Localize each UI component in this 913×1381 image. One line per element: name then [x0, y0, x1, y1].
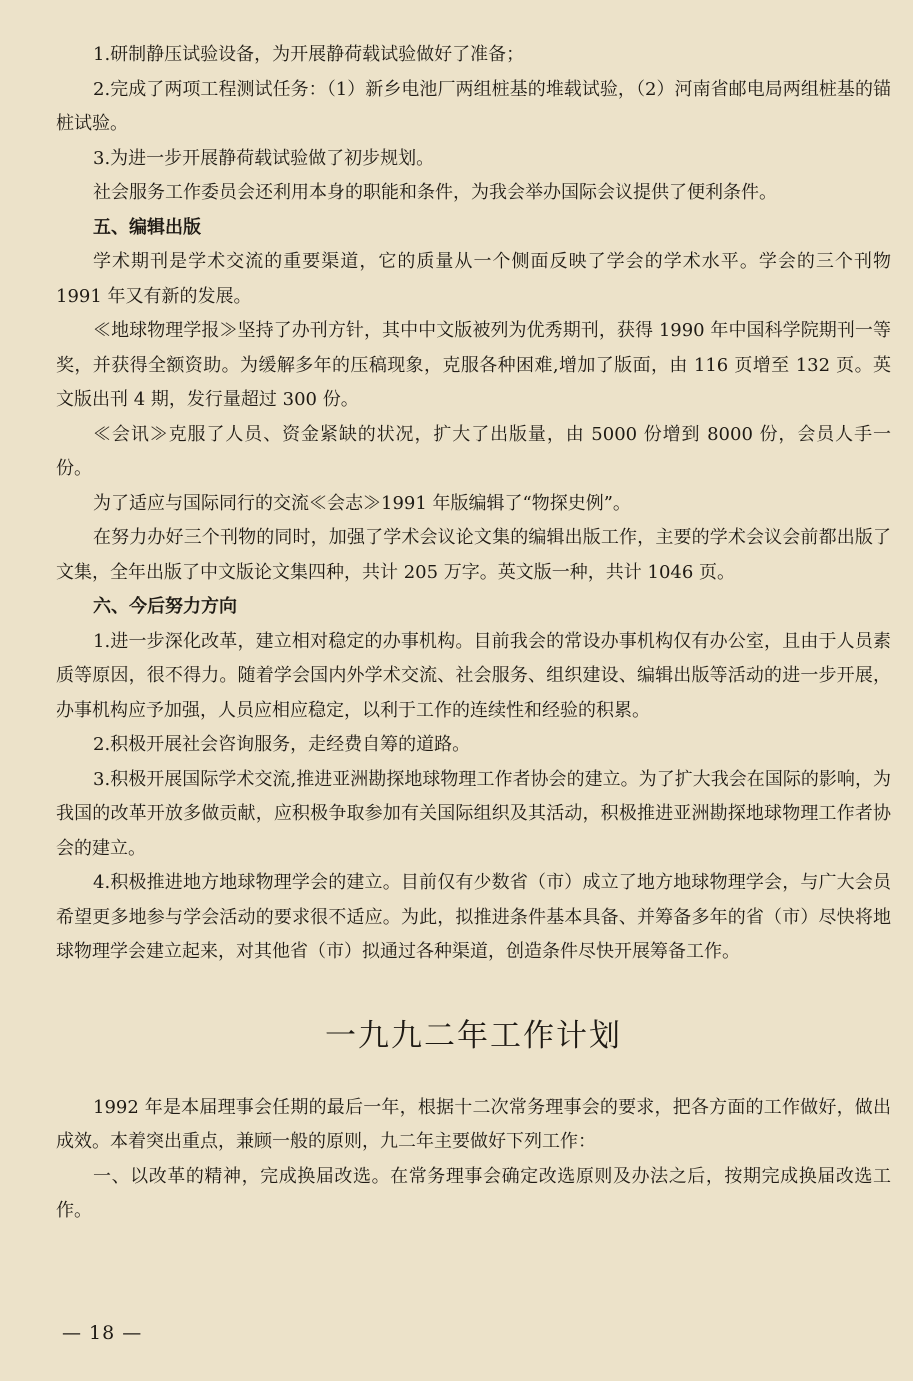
paragraph: ≪地球物理学报≫坚持了办刊方针，其中中文版被列为优秀期刊，获得 1990 年中国科学院期刊一等奖，并获得全额资助。为缓解多年的压稿现象，克服各种困难,增加了版面，由 116 页增至 132 页。英文版出刊 4 期，发行量超过 300 份。 [56, 320, 891, 410]
paragraph: 3.为进一步开展静荷载试验做了初步规划。 [93, 147, 435, 169]
paragraph: 为了适应与国际同行的交流≪会志≫1991 年版编辑了“物探史例”。 [93, 492, 631, 514]
paragraph: 4.积极推进地方地球物理学会的建立。目前仅有少数省（市）成立了地方地球物理学会，与广大会员希望更多地参与学会活动的要求很不适应。为此，拟推进条件基本具备、并筹备多年的省（市）尽快将地球物理学会建立起来，对其他省（市）拟通过各种渠道，创造条件尽快开展筹备工作。 [56, 872, 891, 962]
body-text-bottom [56, 1091, 891, 1229]
paragraph: 1.进一步深化改革，建立相对稳定的办事机构。目前我会的常设办事机构仅有办公室，且由于人员素质等原因，很不得力。随着学会国内外学术交流、社会服务、组织建设、编辑出版等活动的进一步开展，办事机构应予加强，人员应相应稳定，以利于工作的连续性和经验的积累。 [56, 630, 891, 721]
paragraph: 1992 年是本届理事会任期的最后一年，根据十二次常务理事会的要求，把各方面的工作做好，做出成效。本着突出重点，兼顾一般的原则，九二年主要做好下列工作： [56, 1096, 891, 1152]
section-title: 一九九二年工作计划 [325, 1017, 622, 1054]
page-number: — 18 — [62, 1322, 143, 1344]
paragraph: 在努力办好三个刊物的同时，加强了学术会议论文集的编辑出版工作，主要的学术会议会前都出版了文集，全年出版了中文版论文集四种，共计 205 万字。英文版一种，共计 1046 页。 [56, 527, 891, 583]
paragraph: 社会服务工作委员会还利用本身的职能和条件，为我会举办国际会议提供了便利条件。 [93, 182, 777, 203]
paragraph: 学术期刊是学术交流的重要渠道，它的质量从一个侧面反映了学会的学术水平。学会的三个刊物 1991 年又有新的发展。 [56, 251, 891, 307]
section-heading: 五、编辑出版 [93, 216, 201, 238]
paragraph: 2.积极开展社会咨询服务，走经费自筹的道路。 [93, 734, 471, 755]
paragraph: ≪会讯≫克服了人员、资金紧缺的状况，扩大了出版量，由 5000 份增到 8000 份，会员人手一份。 [56, 423, 891, 479]
body-text-top [56, 38, 891, 970]
paragraph: 2.完成了两项工程测试任务：（1）新乡电池厂两组桩基的堆载试验，（2）河南省邮电局两组桩基的锚桩试验。 [56, 78, 891, 134]
section-heading: 六、今后努力方向 [93, 596, 237, 617]
paragraph: 3.积极开展国际学术交流,推进亚洲勘探地球物理工作者协会的建立。为了扩大我会在国际的影响，为我国的改革开放多做贡献，应积极争取参加有关国际组织及其活动，积极推进亚洲勘探地球物理工作者协会的建立。 [56, 768, 891, 859]
paragraph: 一、以改革的精神，完成换届改选。在常务理事会确定改选原则及办法之后，按期完成换届改选工作。 [56, 1165, 891, 1221]
paragraph: 1.研制静压试验设备，为开展静荷载试验做好了准备； [93, 44, 525, 65]
